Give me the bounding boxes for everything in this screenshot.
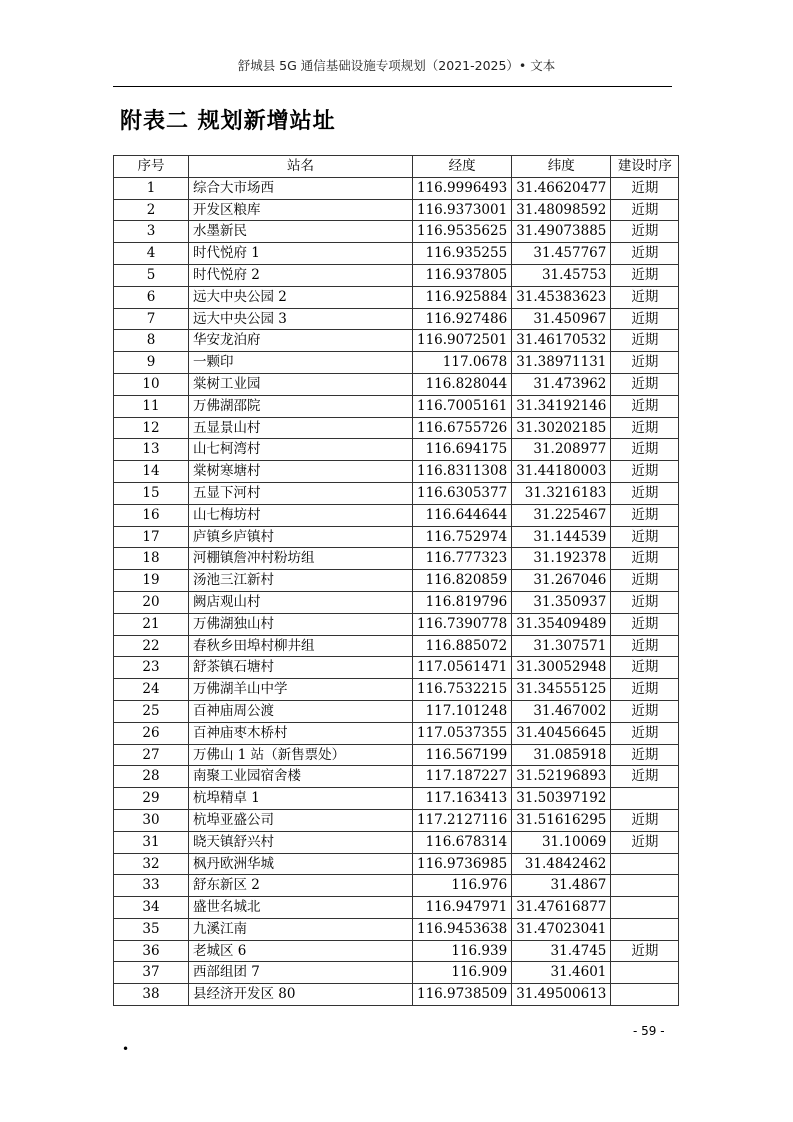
cell-site-name: 水墨新民	[189, 221, 413, 243]
cell-latitude: 31.34192146	[512, 395, 611, 417]
cell-longitude: 116.9072501	[413, 330, 512, 352]
sites-table	[113, 155, 679, 1006]
cell-index: 13	[114, 439, 189, 461]
cell-site-name: 舒东新区 2	[189, 875, 413, 897]
cell-schedule: 近期	[611, 461, 679, 483]
cell-site-name: 五显景山村	[189, 417, 413, 439]
cell-longitude: 116.9453638	[413, 918, 512, 940]
table-row	[114, 918, 679, 940]
cell-latitude: 31.225467	[512, 504, 611, 526]
cell-longitude: 116.7532215	[413, 679, 512, 701]
cell-schedule: 近期	[611, 264, 679, 286]
cell-index: 17	[114, 526, 189, 548]
cell-latitude: 31.30202185	[512, 417, 611, 439]
cell-longitude: 116.976	[413, 875, 512, 897]
cell-longitude: 116.927486	[413, 308, 512, 330]
cell-latitude: 31.47616877	[512, 897, 611, 919]
cell-latitude: 31.473962	[512, 373, 611, 395]
table-row	[114, 482, 679, 504]
table-row	[114, 962, 679, 984]
cell-latitude: 31.457767	[512, 243, 611, 265]
cell-latitude: 31.30052948	[512, 657, 611, 679]
cell-index: 32	[114, 853, 189, 875]
cell-site-name: 南聚工业园宿舍楼	[189, 766, 413, 788]
cell-index: 3	[114, 221, 189, 243]
cell-latitude: 31.10069	[512, 831, 611, 853]
cell-index: 37	[114, 962, 189, 984]
cell-index: 8	[114, 330, 189, 352]
cell-site-name: 远大中央公园 2	[189, 286, 413, 308]
cell-schedule: 近期	[611, 177, 679, 199]
cell-site-name: 老城区 6	[189, 940, 413, 962]
cell-index: 23	[114, 657, 189, 679]
cell-site-name: 山七柯湾村	[189, 439, 413, 461]
cell-schedule: 近期	[611, 940, 679, 962]
cell-site-name: 万佛湖邵院	[189, 395, 413, 417]
cell-index: 15	[114, 482, 189, 504]
cell-longitude: 117.163413	[413, 788, 512, 810]
cell-longitude: 116.567199	[413, 744, 512, 766]
cell-latitude: 31.467002	[512, 700, 611, 722]
table-row	[114, 373, 679, 395]
cell-site-name: 华安龙泊府	[189, 330, 413, 352]
cell-schedule	[611, 875, 679, 897]
cell-longitude: 117.0537355	[413, 722, 512, 744]
table-row	[114, 570, 679, 592]
cell-site-name: 百神庙周公渡	[189, 700, 413, 722]
cell-index: 1	[114, 177, 189, 199]
cell-schedule: 近期	[611, 700, 679, 722]
page-title: 附表二 规划新增站址	[120, 109, 336, 134]
cell-index: 2	[114, 199, 189, 221]
cell-schedule: 近期	[611, 570, 679, 592]
cell-index: 27	[114, 744, 189, 766]
table-row	[114, 635, 679, 657]
table-row	[114, 177, 679, 199]
cell-schedule: 近期	[611, 635, 679, 657]
page-header: 舒城县 5G 通信基础设施专项规划（2021-2025）• 文本	[237, 58, 556, 73]
cell-site-name: 盛世名城北	[189, 897, 413, 919]
cell-site-name: 枫丹欧洲华城	[189, 853, 413, 875]
cell-longitude: 116.909	[413, 962, 512, 984]
cell-longitude: 116.694175	[413, 439, 512, 461]
cell-longitude: 116.678314	[413, 831, 512, 853]
cell-longitude: 116.935255	[413, 243, 512, 265]
table-row	[114, 940, 679, 962]
table-row	[114, 657, 679, 679]
cell-index: 38	[114, 984, 189, 1006]
cell-schedule: 近期	[611, 373, 679, 395]
cell-index: 16	[114, 504, 189, 526]
table-row	[114, 875, 679, 897]
cell-latitude: 31.46170532	[512, 330, 611, 352]
cell-schedule	[611, 918, 679, 940]
cell-latitude: 31.50397192	[512, 788, 611, 810]
cell-schedule: 近期	[611, 722, 679, 744]
cell-longitude: 116.8311308	[413, 461, 512, 483]
cell-latitude: 31.49073885	[512, 221, 611, 243]
cell-longitude: 116.819796	[413, 591, 512, 613]
cell-longitude: 116.644644	[413, 504, 512, 526]
table-row	[114, 613, 679, 635]
cell-index: 11	[114, 395, 189, 417]
cell-index: 35	[114, 918, 189, 940]
cell-site-name: 万佛湖独山村	[189, 613, 413, 635]
table-row	[114, 221, 679, 243]
cell-site-name: 晓天镇舒兴村	[189, 831, 413, 853]
cell-schedule: 近期	[611, 766, 679, 788]
table-row	[114, 439, 679, 461]
cell-longitude: 116.947971	[413, 897, 512, 919]
cell-schedule: 近期	[611, 831, 679, 853]
cell-schedule: 近期	[611, 221, 679, 243]
table-row	[114, 744, 679, 766]
cell-site-name: 远大中央公园 3	[189, 308, 413, 330]
cell-longitude: 116.885072	[413, 635, 512, 657]
header-divider	[113, 86, 672, 87]
cell-longitude: 116.9996493	[413, 177, 512, 199]
cell-site-name: 西部组团 7	[189, 962, 413, 984]
table-row	[114, 766, 679, 788]
table-row	[114, 286, 679, 308]
cell-longitude: 116.9738509	[413, 984, 512, 1006]
cell-latitude: 31.44180003	[512, 461, 611, 483]
column-header-name: 站名	[189, 156, 413, 178]
cell-schedule: 近期	[611, 744, 679, 766]
table-row	[114, 831, 679, 853]
table-row	[114, 984, 679, 1006]
cell-schedule: 近期	[611, 482, 679, 504]
table-row	[114, 591, 679, 613]
cell-site-name: 山七梅坊村	[189, 504, 413, 526]
cell-site-name: 河棚镇詹冲村粉坊组	[189, 548, 413, 570]
cell-latitude: 31.45383623	[512, 286, 611, 308]
cell-schedule: 近期	[611, 548, 679, 570]
cell-latitude: 31.144539	[512, 526, 611, 548]
cell-site-name: 阙店观山村	[189, 591, 413, 613]
cell-site-name: 庐镇乡庐镇村	[189, 526, 413, 548]
cell-schedule	[611, 853, 679, 875]
footer-mark: •	[122, 1042, 130, 1056]
cell-schedule: 近期	[611, 526, 679, 548]
cell-site-name: 开发区粮库	[189, 199, 413, 221]
cell-latitude: 31.208977	[512, 439, 611, 461]
cell-index: 10	[114, 373, 189, 395]
table-row	[114, 395, 679, 417]
table-body	[114, 177, 679, 1005]
cell-site-name: 棠树工业园	[189, 373, 413, 395]
cell-latitude: 31.4867	[512, 875, 611, 897]
cell-longitude: 116.828044	[413, 373, 512, 395]
cell-site-name: 万佛山 1 站（新售票处）	[189, 744, 413, 766]
table-row	[114, 722, 679, 744]
cell-latitude: 31.47023041	[512, 918, 611, 940]
column-header-schedule: 建设时序	[611, 156, 679, 178]
cell-index: 28	[114, 766, 189, 788]
cell-longitude: 116.939	[413, 940, 512, 962]
cell-site-name: 九溪江南	[189, 918, 413, 940]
cell-latitude: 31.3216183	[512, 482, 611, 504]
cell-schedule: 近期	[611, 417, 679, 439]
cell-index: 33	[114, 875, 189, 897]
cell-schedule: 近期	[611, 199, 679, 221]
table-row	[114, 461, 679, 483]
cell-schedule: 近期	[611, 286, 679, 308]
cell-index: 24	[114, 679, 189, 701]
cell-latitude: 31.267046	[512, 570, 611, 592]
cell-schedule: 近期	[611, 809, 679, 831]
cell-site-name: 时代悦府 2	[189, 264, 413, 286]
cell-index: 26	[114, 722, 189, 744]
cell-index: 21	[114, 613, 189, 635]
cell-latitude: 31.49500613	[512, 984, 611, 1006]
table-row	[114, 897, 679, 919]
cell-site-name: 舒茶镇石塘村	[189, 657, 413, 679]
cell-site-name: 县经济开发区 80	[189, 984, 413, 1006]
cell-index: 18	[114, 548, 189, 570]
table-row	[114, 264, 679, 286]
cell-longitude: 116.6305377	[413, 482, 512, 504]
cell-site-name: 杭埠精卓 1	[189, 788, 413, 810]
cell-longitude: 117.101248	[413, 700, 512, 722]
cell-index: 19	[114, 570, 189, 592]
cell-schedule: 近期	[611, 613, 679, 635]
cell-latitude: 31.307571	[512, 635, 611, 657]
cell-schedule: 近期	[611, 352, 679, 374]
table-row	[114, 308, 679, 330]
cell-schedule	[611, 897, 679, 919]
cell-index: 7	[114, 308, 189, 330]
cell-longitude: 116.925884	[413, 286, 512, 308]
cell-index: 14	[114, 461, 189, 483]
cell-latitude: 31.40456645	[512, 722, 611, 744]
table-row	[114, 352, 679, 374]
cell-latitude: 31.4601	[512, 962, 611, 984]
table-row	[114, 243, 679, 265]
cell-latitude: 31.085918	[512, 744, 611, 766]
cell-index: 22	[114, 635, 189, 657]
cell-site-name: 百神庙枣木桥村	[189, 722, 413, 744]
cell-schedule	[611, 984, 679, 1006]
cell-index: 4	[114, 243, 189, 265]
cell-index: 9	[114, 352, 189, 374]
cell-index: 34	[114, 897, 189, 919]
cell-site-name: 春秋乡田埠村柳井组	[189, 635, 413, 657]
cell-longitude: 116.9373001	[413, 199, 512, 221]
cell-latitude: 31.45753	[512, 264, 611, 286]
column-header-index: 序号	[114, 156, 189, 178]
table-row	[114, 788, 679, 810]
cell-site-name: 五显下河村	[189, 482, 413, 504]
table-row	[114, 809, 679, 831]
page-number: - 59 -	[633, 1024, 665, 1038]
cell-index: 20	[114, 591, 189, 613]
cell-latitude: 31.51616295	[512, 809, 611, 831]
cell-site-name: 杭埠亚盛公司	[189, 809, 413, 831]
cell-latitude: 31.4842462	[512, 853, 611, 875]
cell-schedule: 近期	[611, 330, 679, 352]
cell-latitude: 31.38971131	[512, 352, 611, 374]
cell-latitude: 31.192378	[512, 548, 611, 570]
cell-schedule: 近期	[611, 504, 679, 526]
cell-index: 12	[114, 417, 189, 439]
cell-longitude: 117.0561471	[413, 657, 512, 679]
table-header-row	[114, 156, 679, 178]
cell-index: 5	[114, 264, 189, 286]
cell-site-name: 一颗印	[189, 352, 413, 374]
cell-site-name: 时代悦府 1	[189, 243, 413, 265]
cell-schedule: 近期	[611, 657, 679, 679]
cell-latitude: 31.35409489	[512, 613, 611, 635]
cell-longitude: 117.187227	[413, 766, 512, 788]
cell-longitude: 116.7005161	[413, 395, 512, 417]
table-row	[114, 853, 679, 875]
cell-schedule	[611, 962, 679, 984]
table-row	[114, 700, 679, 722]
cell-longitude: 117.0678	[413, 352, 512, 374]
cell-index: 31	[114, 831, 189, 853]
cell-site-name: 汤池三江新村	[189, 570, 413, 592]
cell-longitude: 116.9535625	[413, 221, 512, 243]
cell-schedule: 近期	[611, 243, 679, 265]
cell-site-name: 万佛湖羊山中学	[189, 679, 413, 701]
cell-schedule: 近期	[611, 591, 679, 613]
cell-latitude: 31.52196893	[512, 766, 611, 788]
column-header-longitude: 经度	[413, 156, 512, 178]
cell-schedule: 近期	[611, 439, 679, 461]
cell-index: 30	[114, 809, 189, 831]
table-row	[114, 548, 679, 570]
table-row	[114, 526, 679, 548]
cell-latitude: 31.46620477	[512, 177, 611, 199]
cell-longitude: 116.820859	[413, 570, 512, 592]
column-header-latitude: 纬度	[512, 156, 611, 178]
cell-longitude: 116.752974	[413, 526, 512, 548]
cell-latitude: 31.450967	[512, 308, 611, 330]
cell-index: 6	[114, 286, 189, 308]
cell-index: 36	[114, 940, 189, 962]
cell-schedule: 近期	[611, 395, 679, 417]
cell-longitude: 116.6755726	[413, 417, 512, 439]
cell-latitude: 31.34555125	[512, 679, 611, 701]
cell-longitude: 116.9736985	[413, 853, 512, 875]
cell-index: 29	[114, 788, 189, 810]
cell-latitude: 31.350937	[512, 591, 611, 613]
cell-longitude: 116.937805	[413, 264, 512, 286]
cell-longitude: 116.7390778	[413, 613, 512, 635]
cell-longitude: 116.777323	[413, 548, 512, 570]
cell-latitude: 31.4745	[512, 940, 611, 962]
cell-site-name: 综合大市场西	[189, 177, 413, 199]
cell-index: 25	[114, 700, 189, 722]
cell-schedule: 近期	[611, 679, 679, 701]
table-row	[114, 199, 679, 221]
cell-schedule: 近期	[611, 308, 679, 330]
table-row	[114, 504, 679, 526]
table-row	[114, 330, 679, 352]
cell-schedule	[611, 788, 679, 810]
cell-longitude: 117.2127116	[413, 809, 512, 831]
cell-latitude: 31.48098592	[512, 199, 611, 221]
table-row	[114, 679, 679, 701]
table-row	[114, 417, 679, 439]
cell-site-name: 棠树寒塘村	[189, 461, 413, 483]
